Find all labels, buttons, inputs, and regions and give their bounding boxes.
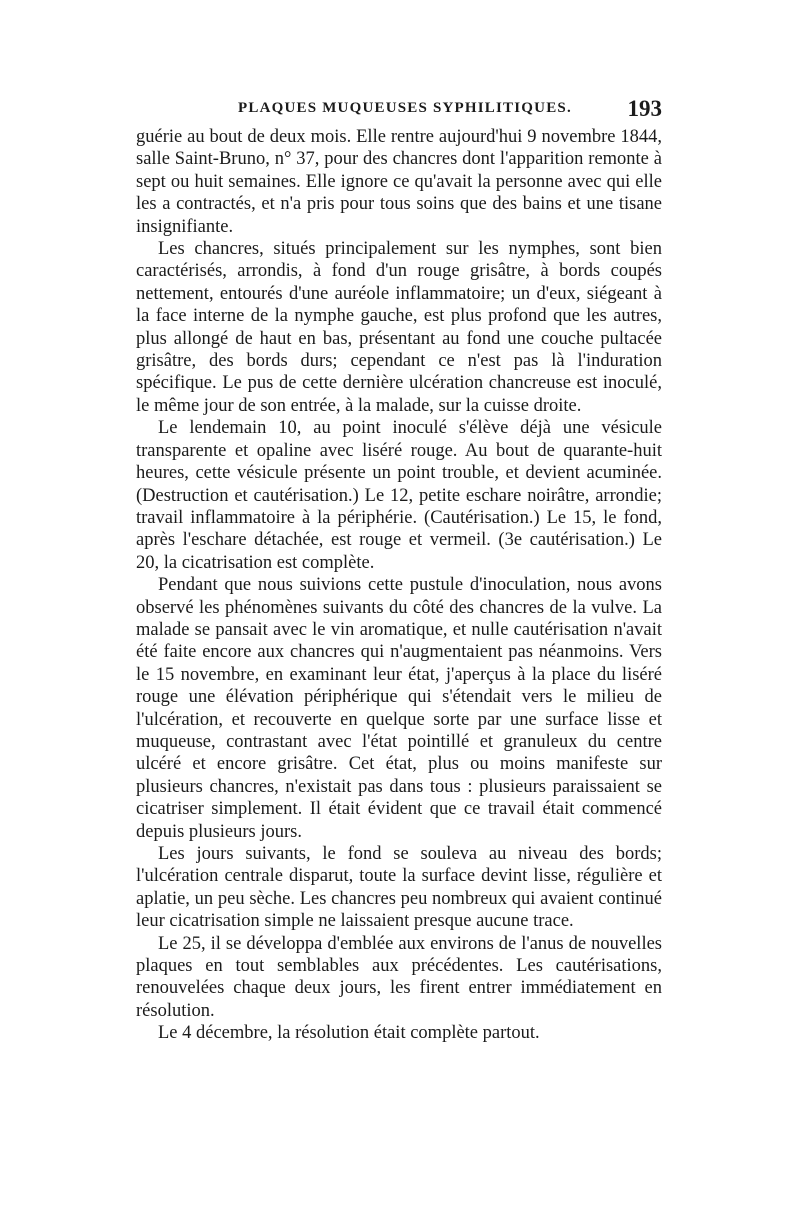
paragraph-chancres: Les chancres, situés principalement sur les nymphes, sont bien caractérisés, arrondis, à fond d'un rouge grisâtre, à bords coupés nettement, entourés d'une auréole inflammatoire; un d'eux, siégeant à la face interne de la nymphe gauche, est plus profond que les autres, plus allongé de haut en bas, présentant au fond une couche pultacée grisâtre, des bords durs; cependant ce n'est pas là l'induration spécifique. Le pus de cette dernière ulcération chancreuse est inoculé, le même jour de son entrée, à la malade, sur la cuisse droite.	[136, 239, 662, 416]
paragraph-le-25: Le 25, il se développa d'emblée aux environs de l'anus de nouvelles plaques en tout semblables aux précédentes. Les cautérisations, renouvelées chaque deux jours, les firent entrer immédiatement en résolution.	[136, 933, 662, 1021]
body-text	[136, 126, 662, 1045]
paragraph-le-4-decembre: Le 4 décembre, la résolution était complète partout.	[158, 1023, 540, 1044]
paragraph-continued: guérie au bout de deux mois. Elle rentre aujourd'hui 9 novembre 1844, salle Saint-Bruno, n° 37, pour des chancres dont l'apparition remonte à sept ou huit semaines. Elle ignore ce qu'avait la personne avec qui elle les a contractés, et n'a pris pour tous soins que des bains et une tisane insignifiante.	[136, 127, 662, 237]
paragraph-jours-suivants: Les jours suivants, le fond se souleva au niveau des bords; l'ulcération centrale disparut, toute la surface devint lisse, régulière et aplatie, un peu sèche. Les chancres peu nombreux qui avaient continué leur cicatrisation simple ne laissaient presque aucune trace.	[136, 844, 662, 932]
paragraph-lendemain: Le lendemain 10, au point inoculé s'élève déjà une vésicule transparente et opaline avec liséré rouge. Au bout de quarante-huit heures, cette vésicule présente un point trouble, et devient acuminée. (Destruction et cautérisation.) Le 12, petite eschare noirâtre, arrondie; travail inflammatoire à la périphérie. (Cautérisation.) Le 15, le fond, après l'eschare détachée, est rouge et vermeil. (3e cautérisation.) Le 20, la cicatrisation est complète.	[136, 418, 662, 573]
running-header	[136, 96, 662, 126]
page-number: 193	[627, 96, 662, 121]
running-title: PLAQUES MUQUEUSES SYPHILITIQUES.	[238, 100, 572, 116]
book-page	[136, 96, 662, 1045]
paragraph-pendant: Pendant que nous suivions cette pustule d'inoculation, nous avons observé les phénomènes suivants du côté des chancres de la vulve. La malade se pansait avec le vin aromatique, et nulle cautérisation n'avait été faite encore aux chancres qui n'augmentaient pas néanmoins. Vers le 15 novembre, en examinant leur état, j'aperçus à la place du liséré rouge une élévation périphérique qui s'étendait vers le milieu de l'ulcération, et recouverte en quelque sorte par une surface lisse et muqueuse, contrastant avec l'état pointillé et granuleux du centre ulcéré et encore grisâtre. Cet état, plus ou moins manifeste sur plusieurs chancres, n'existait pas dans tous : plusieurs paraissaient se cicatriser simplement. Il était évident que ce travail était commencé depuis plusieurs jours.	[136, 575, 662, 842]
